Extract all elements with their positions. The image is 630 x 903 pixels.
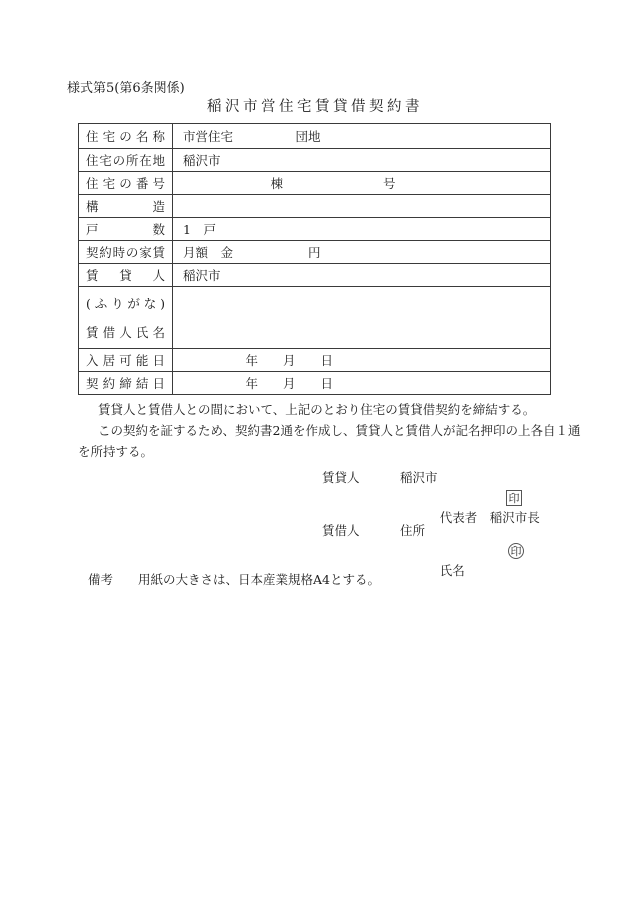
field-value [173,195,551,218]
clause-line: この契約を証するため、契約書2通を作成し、賃貸人と賃借人が記名押印の上各自１通 [98,423,581,438]
clause-line: 賃貸人と賃借人との間において、上記のとおり住宅の賃貸借契約を締結する。 [98,402,536,417]
lessor-signature-block [322,468,580,525]
lessor-seal-mark: 印 [506,490,522,506]
table-row [79,124,551,149]
sig-row [322,468,580,488]
field-value: 1 戸 [173,218,551,241]
table-row [79,195,551,218]
field-value: 年 月 日 [173,372,551,395]
lessor-role-label: 賃貸人 [322,470,360,485]
document-title: 稲沢市営住宅賃貸借契約書 [207,99,423,115]
table-row [79,241,551,264]
field-value: 稲沢市 [173,149,551,172]
lessee-address-label: 住所 [400,523,426,538]
lessee-seal-mark: 印 [508,543,524,559]
field-value: 市営住宅 団地 [173,124,551,149]
field-label: 住宅の名称 [79,124,173,149]
form-number: 様式第5(第6条関係) [67,81,185,96]
field-label: 契約締結日 [79,372,173,395]
table-row [79,172,551,195]
sig-row [322,488,580,525]
field-label [79,287,173,349]
table-row [79,218,551,241]
lessee-signature-block [322,521,580,578]
lessee-role-label: 賃借人 [322,523,360,538]
field-label: 入居可能日 [79,349,173,372]
sig-row [322,541,580,578]
table-row [79,264,551,287]
lessor-org: 稲沢市 [400,470,438,485]
field-label: 契約時の家賃 [79,241,173,264]
lessor-representative: 代表者 稲沢市長 [439,510,540,525]
sig-row [322,521,580,541]
tenant-name-label-line: 賃借人氏名 [86,325,165,340]
field-value: 月額 金 円 [173,241,551,264]
furigana-label-line: (ふりがな) [86,296,165,311]
field-label: 戸数 [79,218,173,241]
contract-clauses [78,399,581,462]
signature-section [322,468,580,578]
field-label: 賃貸人 [79,264,173,287]
table-row [79,287,551,349]
remark-note: 備考 用紙の大きさは、日本産業規格A4とする。 [88,572,380,587]
lessor-representative-line [400,488,580,525]
table-row [79,372,551,395]
spacer [322,541,400,561]
contract-details-table [78,123,551,395]
field-label: 構造 [79,195,173,218]
field-value: 年 月 日 [173,349,551,372]
field-value [173,287,551,349]
field-label: 住宅の番号 [79,172,173,195]
table-row [79,149,551,172]
clause-line: を所持する。 [78,444,154,459]
lessee-name-line [400,541,580,578]
lessee-name-label: 氏名 [439,563,465,578]
table-row [79,349,551,372]
spacer [322,488,400,508]
field-label: 住宅の所在地 [79,149,173,172]
field-value: 稲沢市 [173,264,551,287]
field-value: 棟 号 [173,172,551,195]
